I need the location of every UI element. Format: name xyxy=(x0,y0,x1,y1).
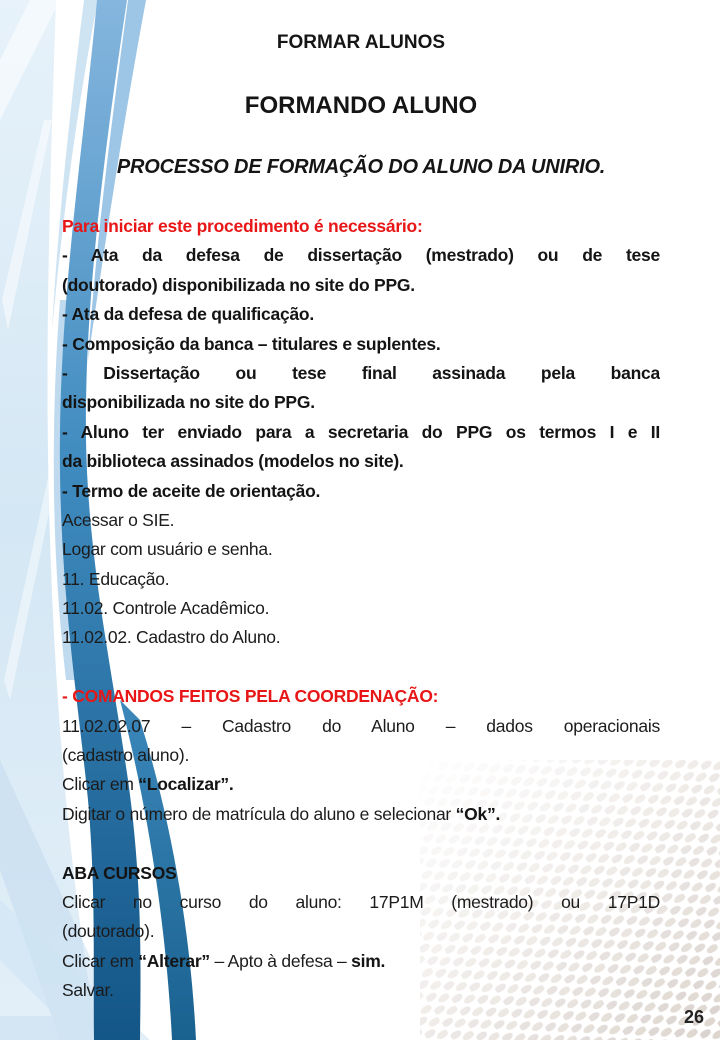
text-segment: Logar com usuário e senha. xyxy=(62,539,273,560)
text-line xyxy=(62,388,660,417)
text-segment: Para iniciar este procedimento é necessário: xyxy=(62,216,423,236)
text-line xyxy=(62,477,660,506)
text-segment: disponibilizada no site do PPG. xyxy=(62,392,315,413)
text-segment: Clicar em xyxy=(62,774,139,795)
slide-body xyxy=(62,212,660,1006)
page-subtitle: PROCESSO DE FORMAÇÃO DO ALUNO DA UNIRIO. xyxy=(116,156,606,178)
text-segment: “Localizar”. xyxy=(138,774,234,795)
text-segment: 11. Educação. xyxy=(62,568,170,589)
text-line xyxy=(62,565,660,594)
text-line xyxy=(62,712,660,741)
text-line xyxy=(62,300,660,329)
text-line xyxy=(62,271,660,300)
text-line xyxy=(62,623,660,652)
text-segment: da biblioteca assinados (modelos no site). xyxy=(62,451,404,472)
text-line xyxy=(62,359,660,388)
text-line xyxy=(62,330,660,359)
text-line xyxy=(62,976,660,1005)
text-line xyxy=(62,418,660,447)
text-segment: (doutorado). xyxy=(62,921,155,942)
text-segment: - COMANDOS FEITOS PELA COORDENAÇÃO: xyxy=(62,686,439,707)
text-segment: (doutorado) disponibilizada no site do PPG. xyxy=(62,274,415,295)
text-segment: – Apto à defesa – xyxy=(209,950,352,971)
text-segment: - Ata da defesa de dissertação (mestrado) ou de tese xyxy=(62,245,660,266)
text-line xyxy=(62,947,660,976)
text-line xyxy=(62,888,660,917)
text-segment: Clicar em xyxy=(62,950,139,971)
text-segment: Clicar no curso do aluno: 17P1M (mestrado) ou 17P1D xyxy=(62,891,660,912)
text-segment: 11.02.02. Cadastro do Aluno. xyxy=(62,627,281,648)
section-heading: FORMAR ALUNOS xyxy=(276,32,446,53)
text-segment: 11.02.02.07 – Cadastro do Aluno – dados operacionais xyxy=(62,715,660,736)
text-line xyxy=(62,447,660,476)
text-segment: “Ok”. xyxy=(455,803,501,824)
blank-line xyxy=(62,829,660,858)
text-segment: - Composição da banca – titulares e suplentes. xyxy=(62,333,441,354)
text-segment: - Aluno ter enviado para a secretaria do PPG os termos I e II xyxy=(62,421,660,442)
text-segment: Digitar o número de matrícula do aluno e selecionar xyxy=(62,803,456,824)
text-line xyxy=(62,535,660,564)
text-line xyxy=(62,506,660,535)
text-line xyxy=(62,741,660,770)
text-segment: ABA CURSOS xyxy=(62,862,177,883)
page-title: FORMANDO ALUNO xyxy=(244,92,478,119)
text-segment: - Termo de aceite de orientação. xyxy=(62,480,321,501)
text-segment: 11.02. Controle Acadêmico. xyxy=(62,598,270,619)
text-line xyxy=(62,770,660,799)
text-line xyxy=(62,682,660,711)
text-line xyxy=(62,917,660,946)
text-segment: Salvar. xyxy=(62,980,114,1001)
text-line xyxy=(62,241,660,270)
text-line xyxy=(62,800,660,829)
text-line xyxy=(62,859,660,888)
text-line xyxy=(62,212,660,241)
text-segment: “Alterar” xyxy=(138,950,210,971)
text-segment: Acessar o SIE. xyxy=(62,509,175,530)
page-number: 26 xyxy=(683,1007,704,1027)
text-segment: (cadastro aluno). xyxy=(62,745,190,766)
text-line xyxy=(62,594,660,623)
text-segment: - Dissertação ou tese final assinada pela banca xyxy=(62,362,660,383)
text-segment: sim. xyxy=(351,950,386,971)
blank-line xyxy=(62,653,660,682)
text-segment: - Ata da defesa de qualificação. xyxy=(62,304,314,325)
